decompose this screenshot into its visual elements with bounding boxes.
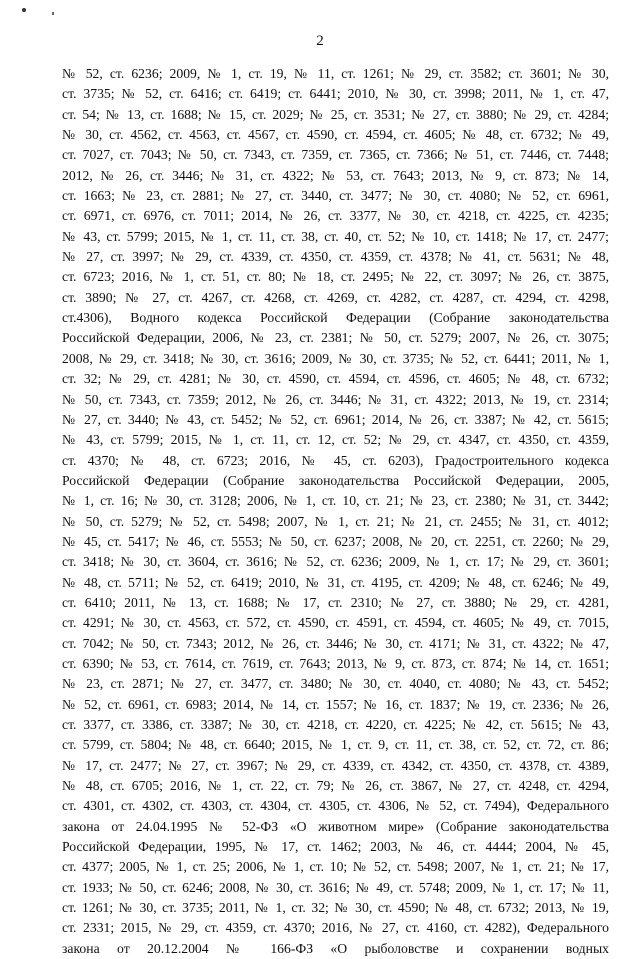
text-line: ст. 3735; № 52, ст. 6416; ст. 6419; ст. 6441; 2010, № 30, ст. 3998; 2011, № 1, ст. 47, [62, 86, 609, 102]
text-line: № 50, ст. 7343, ст. 7359; 2012, № 26, ст. 3446; № 31, ст. 4322; 2013, № 19, ст. 2314; [62, 391, 609, 407]
text-line: ст. 6971, ст. 6976, ст. 7011; 2014, № 26, ст. 3377, № 30, ст. 4218, ст. 4225, ст. 4235; [62, 208, 609, 224]
text-line: № 23, ст. 2871; № 27, ст. 3477, ст. 3480; № 30, ст. 4040, ст. 4080; № 43, ст. 5452; [62, 676, 609, 692]
text-line: ст. 3890; № 27, ст. 4267, ст. 4268, ст. 4269, ст. 4282, ст. 4287, ст. 4294, ст. 4298, [62, 289, 609, 305]
text-line: ст. 4370; № 48, ст. 6723; 2016, № 45, ст. 6203), Градостроительного кодекса [62, 452, 609, 468]
body-text [62, 64, 609, 959]
text-line: № 45, ст. 5417; № 46, ст. 5553; № 50, ст. 6237; 2008, № 20, ст. 2251, ст. 2260; № 29, [62, 533, 609, 549]
text-line: Российской Федерации, 2006, № 23, ст. 2381; № 50, ст. 5279; 2007, № 26, ст. 3075; [62, 330, 609, 346]
text-line: ст. 4291; № 30, ст. 4563, ст. 572, ст. 4590, ст. 4591, ст. 4594, ст. 4605; № 49, ст. 7015, [62, 615, 609, 631]
text-line: ст. 54; № 13, ст. 1688; № 15, ст. 2029; № 25, ст. 3531; № 27, ст. 3880; № 29, ст. 4284; [62, 106, 609, 122]
text-line: № 17, ст. 2477; № 27, ст. 3967; № 29, ст. 4339, ст. 4342, ст. 4350, ст. 4378, ст. 4389, [62, 757, 609, 773]
text-line: 2012, № 26, ст. 3446; № 31, ст. 4322; № 53, ст. 7643; 2013, № 9, ст. 873; № 14, [62, 167, 609, 183]
text-line: № 30, ст. 4562, ст. 4563, ст. 4567, ст. 4590, ст. 4594, ст. 4605; № 48, ст. 6732; № 49, [62, 127, 609, 143]
text-line: № 48, ст. 6705; 2016, № 1, ст. 22, ст. 79; № 26, ст. 3867, № 27, ст. 4248, ст. 4294, [62, 778, 609, 794]
text-line: ст. 2331; 2015, № 29, ст. 4359, ст. 4370; 2016, № 27, ст. 4160, ст. 4282), Федерального [62, 920, 609, 936]
text-line: № 50, ст. 5279; № 52, ст. 5498; 2007, № 1, ст. 21; № 21, ст. 2455; № 31, ст. 4012; [62, 513, 609, 529]
page-number: 2 [316, 33, 324, 49]
text-line: № 52, ст. 6236; 2009, № 1, ст. 19, № 11, ст. 1261; № 29, ст. 3582; ст. 3601; № 30, [62, 66, 609, 81]
text-line: закона от 24.04.1995 № 52-ФЗ «О животном мире» (Собрание законодательства [62, 818, 609, 834]
text-line: ст. 1933; № 50, ст. 6246; 2008, № 30, ст. 3616; № 49, ст. 5748; 2009, № 1, ст. 17; № 11, [62, 879, 609, 895]
text-line: ст. 6723; 2016, № 1, ст. 51, ст. 80; № 18, ст. 2495; № 22, ст. 3097; № 26, ст. 3875, [62, 269, 609, 285]
text-line: ст. 5799, ст. 5804; № 48, ст. 6640; 2015, № 1, ст. 9, ст. 11, ст. 38, ст. 52, ст. 72, ст. 86; [62, 737, 609, 753]
text-line: ст. 32; № 29, ст. 4281; № 30, ст. 4590, ст. 4594, ст. 4596, ст. 4605; № 48, ст. 6732; [62, 371, 609, 387]
text-line: ст. 7027, ст. 7043; № 50, ст. 7343, ст. 7359, ст. 7365, ст. 7366; № 51, ст. 7446, ст. 7448; [62, 147, 609, 163]
text-line: № 48, ст. 5711; № 52, ст. 6419; 2010, № 31, ст. 4195, ст. 4209; № 48, ст. 6246; № 49, [62, 574, 609, 590]
text-line: № 43, ст. 5799; 2015, № 1, ст. 11, ст. 12, ст. 52; № 29, ст. 4347, ст. 4350, ст. 4359, [62, 432, 609, 448]
text-line: Российской Федерации (Собрание законодательства Российской Федерации, 2005, [62, 472, 609, 488]
text-line: № 52, ст. 6961, ст. 6983; 2014, № 14, ст. 1557; № 16, ст. 1837; № 19, ст. 2336; № 26, [62, 696, 609, 712]
text-line: ст. 6390; № 53, ст. 7614, ст. 7619, ст. 7643; 2013, № 9, ст. 873, ст. 874; № 14, ст. 1651; [62, 655, 609, 671]
text-line: ст. 4301, ст. 4302, ст. 4303, ст. 4304, ст. 4305, ст. 4306, № 52, ст. 7494), Федерального [62, 798, 609, 814]
text-line: ст. 7042; № 50, ст. 7343; 2012, № 26, ст. 3446; № 30, ст. 4171; № 31, ст. 4322; № 47, [62, 635, 609, 651]
scan-artifact-tick [52, 12, 54, 15]
text-line: № 27, ст. 3997; № 29, ст. 4339, ст. 4350, ст. 4359, ст. 4378; № 41, ст. 5631; № 48, [62, 249, 609, 265]
text-line: ст. 4377; 2005, № 1, ст. 25; 2006, № 1, ст. 10; № 52, ст. 5498; 2007, № 1, ст. 21; № 17, [62, 859, 609, 875]
text-line: № 43, ст. 5799; 2015, № 1, ст. 11, ст. 38, ст. 40, ст. 52; № 10, ст. 1418; № 17, ст. 2477; [62, 228, 609, 244]
text-line: ст. 1261; № 30, ст. 3735; 2011, № 1, ст. 32; № 30, ст. 4590; № 48, ст. 6732; 2013, № 19, [62, 900, 609, 916]
text-line: Российской Федерации, 1995, № 17, ст. 1462; 2003, № 46, ст. 4444; 2004, № 45, [62, 839, 609, 855]
scan-artifact-dot [22, 8, 26, 12]
text-line: ст. 3377, ст. 3386, ст. 3387; № 30, ст. 4218, ст. 4220, ст. 4225; № 42, ст. 5615; № 43, [62, 717, 609, 732]
text-line: закона от 20.12.2004 № 166-ФЗ «О рыболовстве и сохранении водных [62, 940, 609, 956]
text-line: № 1, ст. 16; № 30, ст. 3128; 2006, № 1, ст. 10, ст. 21; № 23, ст. 2380; № 31, ст. 3442; [62, 493, 609, 509]
text-line: 2008, № 29, ст. 3418; № 30, ст. 3616; 2009, № 30, ст. 3735; № 52, ст. 6441; 2011, № 1, [62, 350, 609, 366]
text-line: ст. 6410; 2011, № 13, ст. 1688; № 17, ст. 2310; № 27, ст. 3880; № 29, ст. 4281, [62, 594, 609, 610]
text-line: ст.4306), Водного кодекса Российской Федерации (Собрание законодательства [62, 310, 609, 326]
text-line: ст. 3418; № 30, ст. 3604, ст. 3616; № 52, ст. 6236; 2009, № 1, ст. 17; № 29, ст. 3601; [62, 554, 609, 570]
text-line: ст. 1663; № 23, ст. 2881; № 27, ст. 3440, ст. 3477; № 30, ст. 4080; № 52, ст. 6961, [62, 188, 609, 204]
text-line: № 27, ст. 3440; № 43, ст. 5452; № 52, ст. 6961; 2014, № 26, ст. 3387; № 42, ст. 5615; [62, 411, 609, 427]
